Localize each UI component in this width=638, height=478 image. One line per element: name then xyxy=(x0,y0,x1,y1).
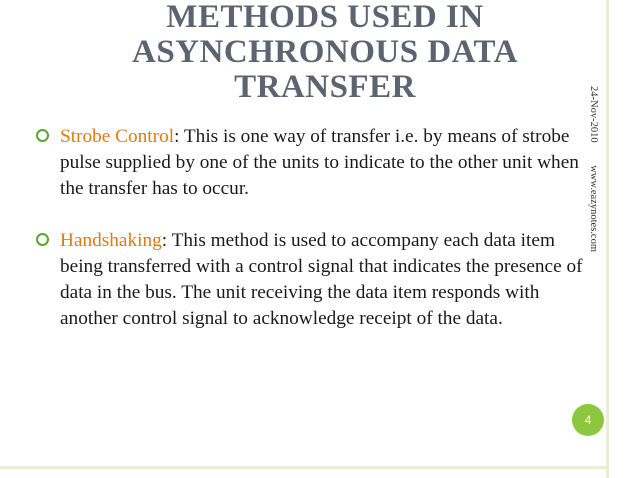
page-number-badge xyxy=(572,404,604,436)
hollow-circle-icon xyxy=(36,129,49,142)
hollow-circle-icon xyxy=(36,233,49,246)
side-date: 24-Nov-2010 xyxy=(588,86,599,143)
title-line-1: METHODS USED IN xyxy=(166,0,484,35)
title-line-3: TRANSFER xyxy=(234,69,416,105)
bullet-term: Strobe Control xyxy=(60,126,175,147)
bullet-item-handshaking xyxy=(36,228,591,332)
bullet-text: : This method is used to accompany each data item being transferred with a control signal that indicates the presence of data in the bus. The unit receiving the data item responds with another control signal to acknowledge receipt of the data. xyxy=(60,230,583,329)
bullet-item-strobe-control xyxy=(36,124,591,202)
slide-border-bottom xyxy=(0,466,609,469)
side-website: www.eazynotes.com xyxy=(588,165,599,252)
page-number: 4 xyxy=(584,413,592,427)
title-line-2: ASYNCHRONOUS DATA xyxy=(132,34,518,70)
slide-border-right xyxy=(606,0,609,478)
slide-content xyxy=(36,124,591,332)
bullet-term: Handshaking xyxy=(60,230,162,251)
bullet-text: : This is one way of transfer i.e. by means of strobe pulse supplied by one of the units to indicate to the other unit when the transfer has to occur. xyxy=(60,126,579,199)
slide-title xyxy=(90,0,560,105)
